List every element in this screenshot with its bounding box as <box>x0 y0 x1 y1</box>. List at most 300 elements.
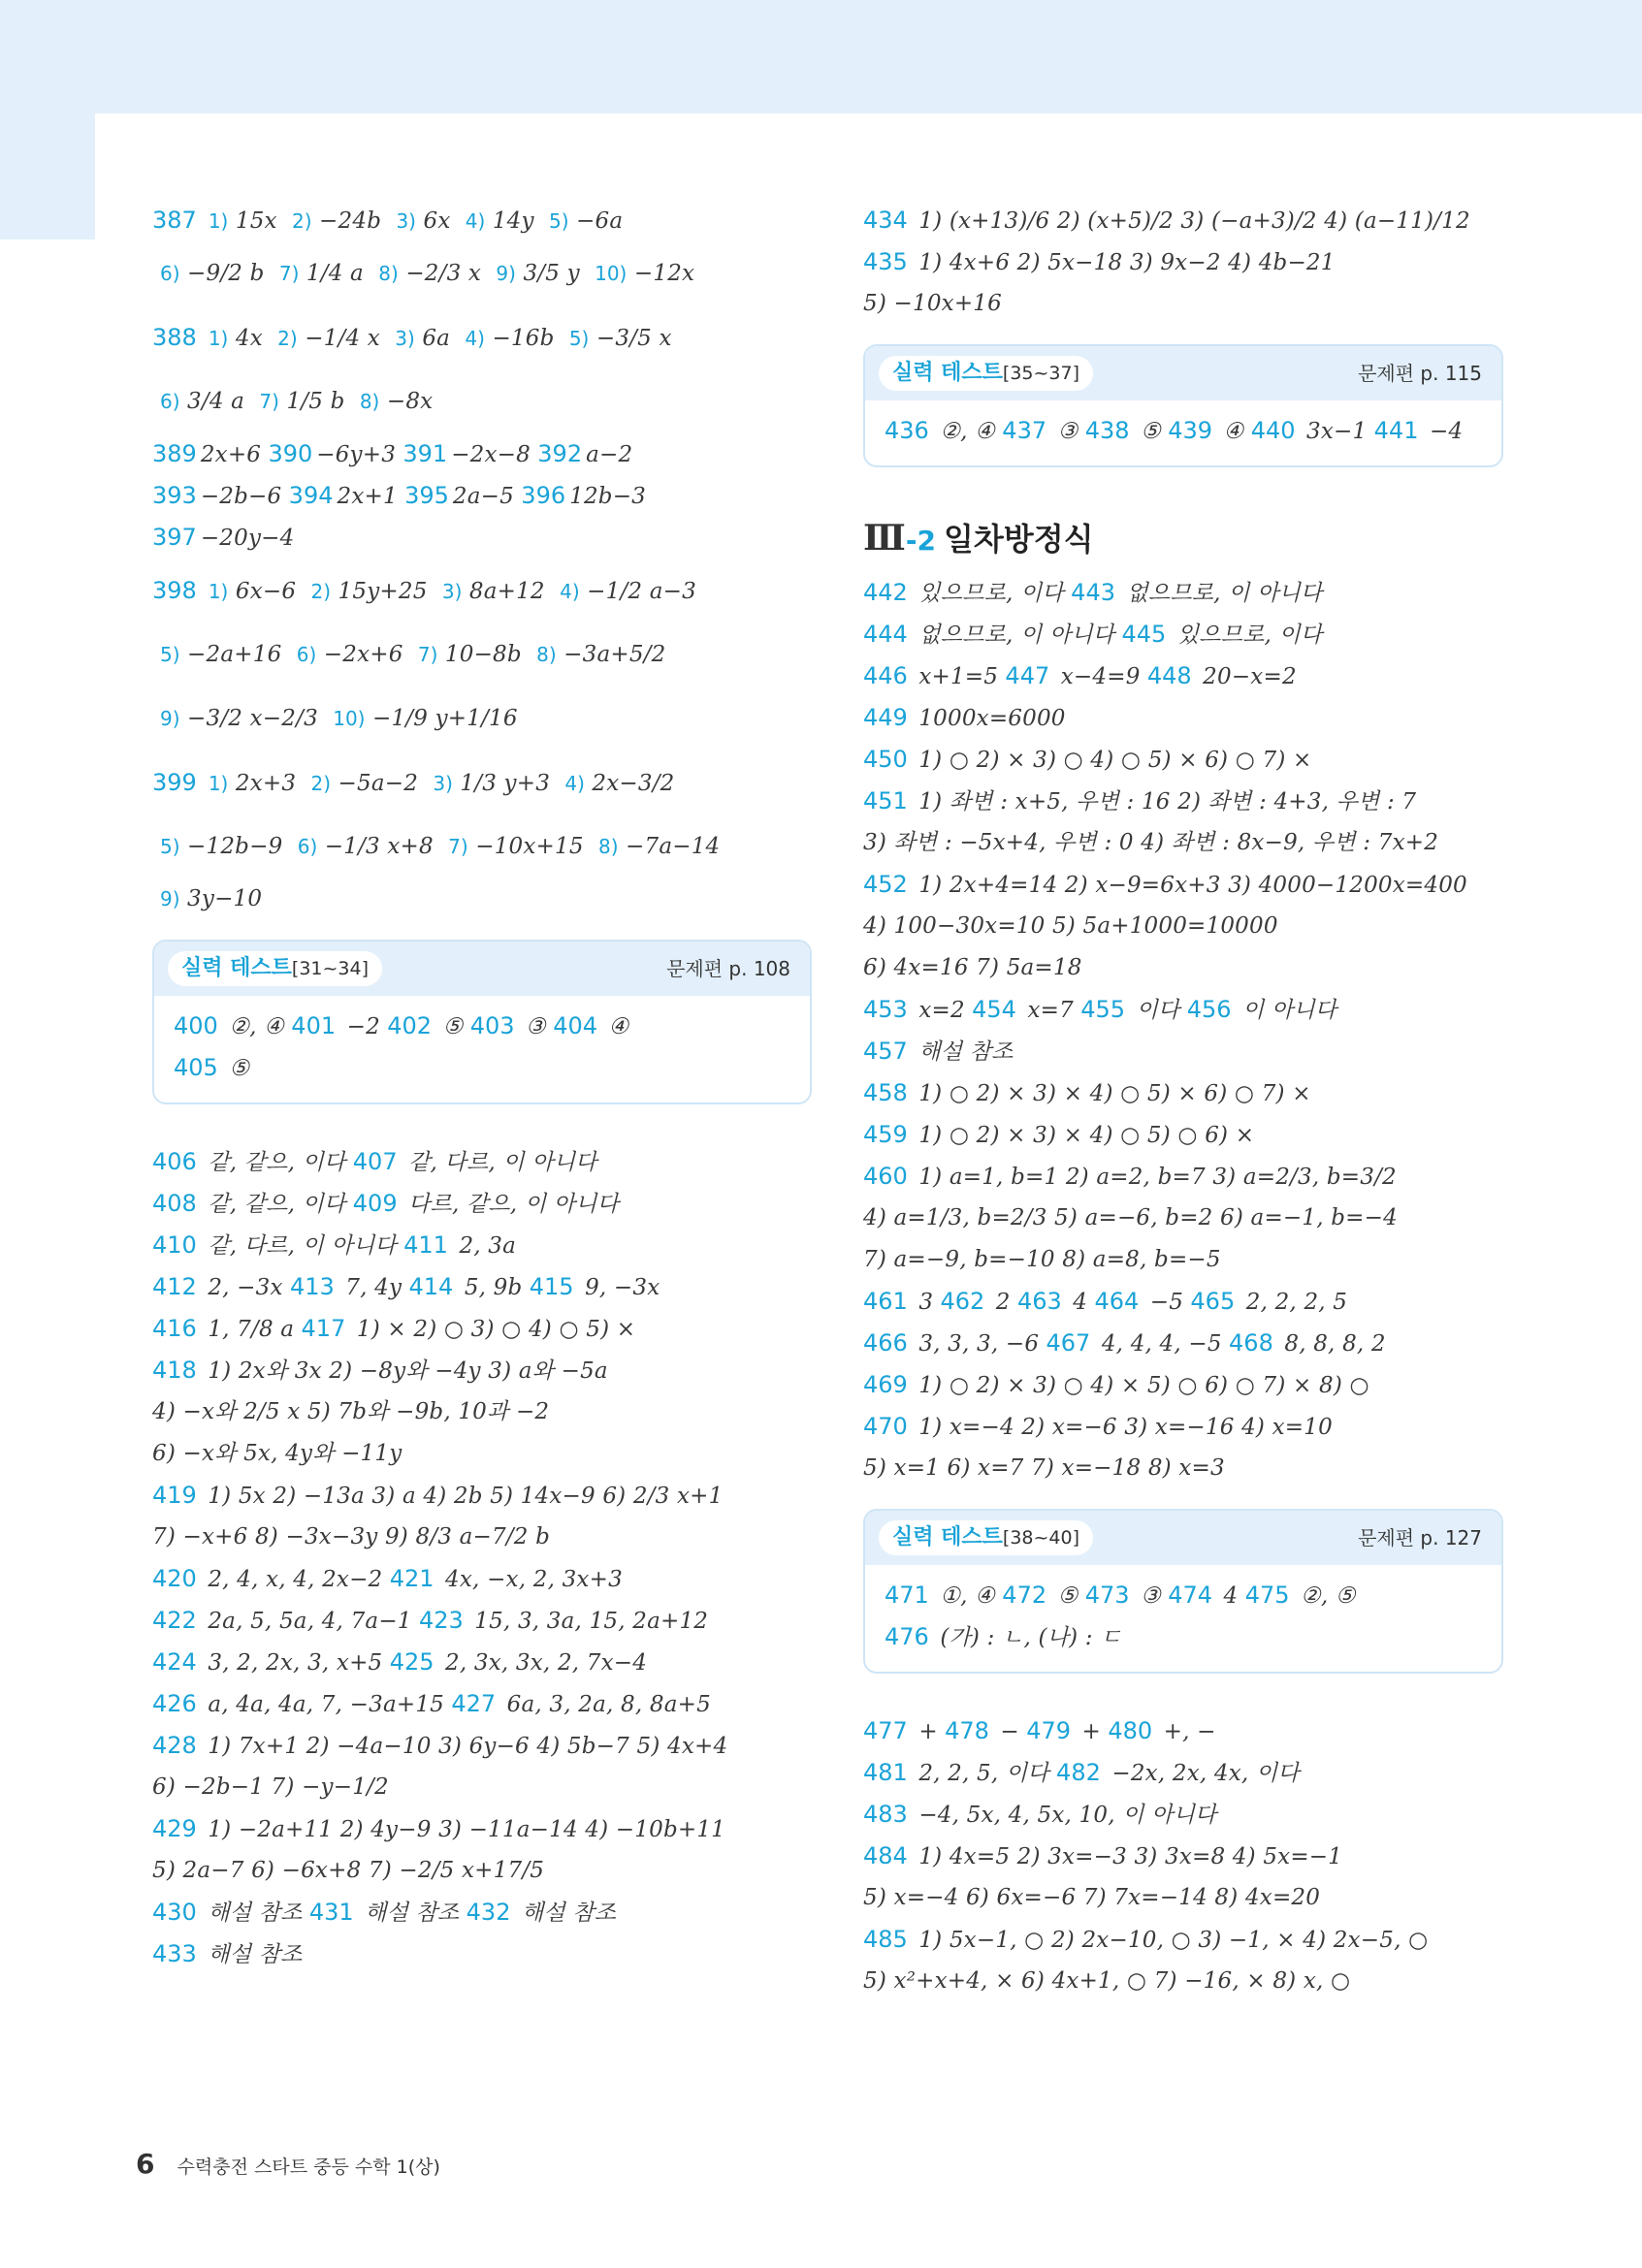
question-number: 465 <box>1190 1288 1236 1315</box>
question-number: 412 <box>152 1273 197 1300</box>
answer-value: 5) x=1 6) x=7 7) x=−18 8) x=3 <box>863 1455 1225 1481</box>
question-number: 467 <box>1046 1329 1091 1357</box>
answer-value: −24b <box>311 208 382 234</box>
answer-line <box>863 1448 1503 1489</box>
question-number: 471 <box>885 1581 929 1609</box>
question-number: 447 <box>1005 662 1050 689</box>
sub-question-number: 2) <box>292 209 312 233</box>
answer-value: 3x−1 <box>1299 419 1368 444</box>
answer-value: 해설 참조 <box>514 1901 617 1926</box>
sub-question-number: 5) <box>549 209 569 233</box>
answer-value: 7) −x+6 8) −3x−3y 9) 8/3 a−7/2 b <box>152 1524 551 1549</box>
question-number: 421 <box>389 1565 435 1592</box>
answer-value: 8a+12 <box>462 579 545 604</box>
sub-question-number: 7) <box>278 262 300 285</box>
answer-value: −1/2 a−3 <box>579 579 696 604</box>
right-answers-block-2 <box>863 572 1503 1489</box>
answer-value: −7a−14 <box>618 834 721 859</box>
test-box-body <box>154 996 810 1102</box>
answer-value: 있으므로, 이다 <box>1170 623 1323 648</box>
answer-value: 1) ○ 2) × 3) ○ 4) × 5) ○ 6) ○ 7) × 8) ○ <box>911 1373 1369 1398</box>
answer-value: 1) x=−4 2) x=−6 3) x=−16 4) x=10 <box>911 1415 1333 1440</box>
section-name: 일차방정식 <box>943 521 1094 558</box>
test-box-header <box>865 1511 1501 1565</box>
answer-value: 1) a=1, b=1 2) a=2, b=7 3) a=2/3, b=3/2 <box>911 1165 1397 1190</box>
sub-question-number: 4) <box>465 327 485 350</box>
answer-value: 5) −10x+16 <box>863 291 1002 316</box>
book-title: 수력충전 스타트 중등 수학 1(상) <box>177 2156 440 2178</box>
test-box-label: 실력 테스트[38~40] <box>879 1520 1093 1555</box>
answer-value: 1) ○ 2) × 3) × 4) ○ 5) × 6) ○ 7) × <box>911 1081 1311 1106</box>
answer-line <box>863 781 1503 822</box>
question-number: 477 <box>863 1717 908 1744</box>
sub-question-number: 4) <box>560 580 580 603</box>
question-number: 402 <box>387 1012 433 1039</box>
question-number: 419 <box>152 1482 197 1509</box>
sub-question-number: 3) <box>396 209 416 233</box>
answer-line <box>885 410 1482 452</box>
question-number: 483 <box>863 1801 908 1828</box>
sub-question-number: 6) <box>297 835 318 858</box>
answer-line <box>863 1072 1503 1114</box>
answer-line <box>863 989 1503 1031</box>
question-number: 404 <box>553 1012 597 1039</box>
section-title <box>863 504 1503 572</box>
answer-value: 해설 참조 <box>200 1942 303 1967</box>
answer-value: 1) ○ 2) × 3) × 4) ○ 5) ○ 6) × <box>911 1123 1255 1148</box>
answer-value: 4x <box>228 326 263 351</box>
answer-line <box>152 1183 812 1225</box>
sub-question-number: 5) <box>568 327 590 350</box>
answer-value: 다르, 같으, 이 아니다 <box>401 1192 620 1217</box>
question-number: 400 <box>174 1012 218 1039</box>
sub-question-number: 7) <box>448 835 468 858</box>
answer-line <box>152 878 812 920</box>
answer-value: + <box>1075 1719 1102 1744</box>
question-number: 444 <box>863 621 908 648</box>
question-number: 445 <box>1121 621 1167 648</box>
answer-value: a, 4a, 4a, 7, −3a+15 <box>200 1692 445 1717</box>
test-box-ref: 문제편 p. 115 <box>1358 362 1482 385</box>
question-number: 480 <box>1108 1717 1153 1744</box>
question-number: 414 <box>408 1273 454 1300</box>
answer-value: 1) ○ 2) × 3) ○ 4) ○ 5) × 6) ○ 7) × <box>911 748 1312 773</box>
answer-line <box>863 1877 1503 1919</box>
answer-value: 12b−3 <box>569 484 647 509</box>
question-number: 397 <box>152 524 197 551</box>
question-number: 468 <box>1229 1329 1273 1357</box>
question-number: 485 <box>863 1926 908 1953</box>
sub-question-number: 2) <box>277 327 298 350</box>
answer-line <box>152 1767 812 1808</box>
question-number: 409 <box>352 1190 398 1217</box>
answer-value: 1) 5x−1, ○ 2) 2x−10, ○ 3) −1, × 4) 2x−5, ○ <box>911 1928 1429 1953</box>
answer-line <box>152 1266 812 1308</box>
question-number: 423 <box>418 1607 464 1634</box>
answer-value: − <box>992 1719 1019 1744</box>
answer-value: a−2 <box>586 442 633 467</box>
question-number: 450 <box>863 746 908 773</box>
answer-value: 1) 5x 2) −13a 3) a 4) 2b 5) 14x−9 6) 2/3 x+1 <box>200 1484 724 1509</box>
question-number: 473 <box>1084 1581 1130 1609</box>
answer-line <box>152 1308 812 1350</box>
sub-question-number: 1) <box>208 327 229 350</box>
question-number: 452 <box>863 871 908 898</box>
sub-question-number: 8) <box>597 835 619 858</box>
answer-value: ③ <box>518 1014 546 1039</box>
answer-value: 1) 4x=5 2) 3x=−3 3) 3x=8 4) 5x=−1 <box>911 1844 1343 1869</box>
answer-line <box>152 1892 812 1933</box>
question-number: 394 <box>288 482 334 509</box>
sub-question-number: 4) <box>564 772 585 795</box>
answer-line <box>152 1933 812 1975</box>
answer-value: −2 <box>339 1014 380 1039</box>
answer-line <box>863 1961 1503 2002</box>
test-box-ref: 문제편 p. 127 <box>1358 1526 1482 1549</box>
answer-value: 3) 좌변 : −5x+4, 우변 : 0 4) 좌변 : 8x−9, 우변 : 7x+2 <box>863 830 1439 855</box>
answer-value: −6a <box>568 208 624 234</box>
answer-value: ②, ⑤ <box>1293 1583 1356 1609</box>
question-number: 439 <box>1168 417 1213 444</box>
answer-line <box>152 1600 812 1642</box>
answer-value: 같, 같으, 이다 <box>200 1150 346 1175</box>
question-number: 475 <box>1244 1581 1290 1609</box>
answer-line <box>152 1517 812 1558</box>
sub-question-number: 5) <box>160 835 180 858</box>
test-box-38-40 <box>863 1509 1503 1674</box>
sub-question-number: 3) <box>441 580 463 603</box>
answer-value: 3/5 y <box>515 261 580 286</box>
question-number: 398 <box>152 577 197 604</box>
answer-value: x=7 <box>1019 998 1074 1023</box>
sub-question-number: 6) <box>160 390 180 413</box>
answer-value: −4 <box>1422 419 1464 444</box>
answer-value: 2, −3x <box>200 1275 283 1300</box>
answer-value: 같, 다르, 이 아니다 <box>401 1150 597 1175</box>
question-number: 449 <box>863 704 908 731</box>
answer-value: 9, −3x <box>577 1275 660 1300</box>
answer-line <box>863 739 1503 781</box>
sub-question-number: 8) <box>378 262 399 285</box>
answer-line <box>152 517 812 559</box>
answer-line <box>152 1850 812 1892</box>
answer-line <box>152 475 812 517</box>
answer-value: x+1=5 <box>911 664 999 689</box>
answer-line <box>885 1616 1482 1658</box>
answer-value: −2b−6 <box>200 484 282 509</box>
sub-question-number: 10) <box>595 262 628 285</box>
answer-line <box>152 751 812 815</box>
answer-value: 2a−5 <box>452 484 514 509</box>
question-number: 433 <box>152 1940 197 1967</box>
answer-line <box>152 1642 812 1683</box>
answer-line <box>152 305 812 369</box>
answer-value: −20y−4 <box>200 526 295 551</box>
answer-value: ④ <box>601 1014 629 1039</box>
question-number: 478 <box>945 1717 989 1744</box>
answer-value: 해설 참조 <box>357 1901 460 1926</box>
answer-value: 1) 7x+1 2) −4a−10 3) 6y−6 4) 5b−7 5) 4x+4 <box>200 1734 728 1759</box>
answer-value: 2, 4, x, 4, 2x−2 <box>200 1567 383 1592</box>
answer-value: 15x <box>228 208 277 234</box>
question-number: 410 <box>152 1231 197 1259</box>
answer-line <box>863 1156 1503 1198</box>
question-number: 417 <box>301 1315 346 1342</box>
answer-value: 3y−10 <box>179 886 263 911</box>
answer-value: 1, 7/8 a <box>200 1317 295 1342</box>
test-box-label: 실력 테스트[35~37] <box>879 356 1093 391</box>
test-box-31-34 <box>152 940 812 1104</box>
answer-value: 1) 좌변 : x+5, 우변 : 16 2) 좌변 : 4+3, 우변 : 7 <box>911 789 1417 815</box>
question-number: 413 <box>289 1273 335 1300</box>
answer-line <box>174 1047 790 1089</box>
answer-value: x=2 <box>911 998 965 1023</box>
question-number: 416 <box>152 1315 197 1342</box>
answer-value: −2/3 x <box>398 261 482 286</box>
answer-line <box>863 947 1503 989</box>
answer-line <box>863 283 1503 325</box>
answer-value: 2x+3 <box>228 771 297 796</box>
answer-line <box>863 1323 1503 1364</box>
answer-value: ③ <box>1133 1583 1161 1609</box>
answer-value: ①, ④ <box>932 1583 995 1609</box>
sub-question-number: 9) <box>160 707 180 730</box>
answer-line <box>863 614 1503 655</box>
answer-value: 1) −2a+11 2) 4y−9 3) −11a−14 4) −10b+11 <box>200 1817 726 1842</box>
question-number: 457 <box>863 1038 908 1065</box>
question-number: 440 <box>1250 417 1296 444</box>
left-answers-block-1 <box>152 200 812 920</box>
question-number: 448 <box>1146 662 1192 689</box>
question-number: 395 <box>404 482 449 509</box>
answer-value: 2x+1 <box>337 484 398 509</box>
answer-value: 14y <box>485 208 534 234</box>
answer-value: −2a+16 <box>179 642 282 667</box>
sub-question-number: 3) <box>433 772 453 795</box>
section-roman: Ⅲ <box>863 518 906 559</box>
question-number: 388 <box>152 324 197 351</box>
test-box-35-37 <box>863 344 1503 467</box>
answer-line <box>152 1141 812 1183</box>
question-number: 406 <box>152 1148 197 1175</box>
sub-question-number: 1) <box>208 580 229 603</box>
right-answers-block-1 <box>863 200 1503 325</box>
answer-value: 있으므로, 이다 <box>911 581 1064 606</box>
question-number: 389 <box>152 440 197 467</box>
header-tab <box>0 113 95 240</box>
question-number: 482 <box>1056 1759 1101 1786</box>
answer-value: ⑤ <box>221 1056 250 1081</box>
sub-question-number: 2) <box>310 580 332 603</box>
answer-value: ④ <box>1216 419 1244 444</box>
answer-value: 6) −2b−1 7) −y−1/2 <box>152 1774 389 1800</box>
question-number: 470 <box>863 1413 908 1440</box>
answer-line <box>863 864 1503 906</box>
question-number: 415 <box>529 1273 574 1300</box>
answer-value: 없으므로, 이 아니다 <box>911 623 1115 648</box>
answer-value: −1/3 x+8 <box>317 834 434 859</box>
answer-value: 6a <box>414 326 451 351</box>
page-number: 6 <box>136 2148 155 2180</box>
question-number: 458 <box>863 1079 908 1106</box>
question-number: 446 <box>863 662 908 689</box>
answer-value: 6x <box>415 208 451 234</box>
answer-line <box>152 1350 812 1391</box>
question-number: 436 <box>885 417 929 444</box>
question-number: 426 <box>152 1690 197 1717</box>
question-number: 476 <box>885 1623 929 1650</box>
answer-value: ⑤ <box>435 1014 464 1039</box>
answer-value: 3 <box>911 1290 934 1315</box>
answer-line <box>152 559 812 623</box>
answer-value: 4) a=1/3, b=2/3 5) a=−6, b=2 6) a=−1, b=−4 <box>863 1205 1398 1230</box>
question-number: 411 <box>403 1231 448 1259</box>
answer-value: −6y+3 <box>316 442 397 467</box>
answer-line <box>863 1114 1503 1156</box>
sub-question-number: 5) <box>160 643 180 666</box>
answer-line <box>863 1710 1503 1752</box>
question-number: 474 <box>1168 1581 1213 1609</box>
question-number: 462 <box>940 1288 985 1315</box>
sub-question-number: 8) <box>536 643 557 666</box>
question-number: 442 <box>863 579 908 606</box>
answer-value: 4, 4, 4, −5 <box>1094 1331 1222 1357</box>
answer-line <box>152 815 812 878</box>
test-box-header <box>865 346 1501 400</box>
question-number: 428 <box>152 1732 197 1759</box>
sub-question-number: 8) <box>359 390 380 413</box>
answer-value: 1/4 a <box>299 261 364 286</box>
answer-value: 5) 2a−7 6) −6x+8 7) −2/5 x+17/5 <box>152 1858 545 1883</box>
question-number: 418 <box>152 1357 197 1384</box>
question-number: 437 <box>1002 417 1047 444</box>
answer-value: 1) (x+13)/6 2) (x+5)/2 3) (−a+3)/2 4) (a−11)/12 <box>911 208 1470 234</box>
answer-value: 2, 3a <box>451 1233 517 1259</box>
answer-value: −2x−8 <box>451 442 531 467</box>
answer-value: 없으므로, 이 아니다 <box>1118 581 1323 606</box>
question-number: 424 <box>152 1648 197 1676</box>
answer-line <box>152 200 812 241</box>
answer-value: −2x+6 <box>316 642 403 667</box>
question-number: 392 <box>537 440 583 467</box>
question-number: 455 <box>1080 996 1126 1023</box>
answer-value: −1/9 y+1/16 <box>365 706 518 731</box>
question-number: 451 <box>863 787 908 815</box>
answer-value: ⑤ <box>1133 419 1161 444</box>
answer-value: −12b−9 <box>179 834 283 859</box>
question-number: 472 <box>1002 1581 1047 1609</box>
sub-question-number: 2) <box>310 772 332 795</box>
answer-line <box>152 241 812 305</box>
answer-value: −3/5 x <box>589 326 672 351</box>
question-number: 441 <box>1373 417 1419 444</box>
answer-value: 4 <box>1065 1290 1088 1315</box>
question-number: 454 <box>972 996 1016 1023</box>
sub-question-number: 1) <box>208 209 229 233</box>
answer-value: 같, 같으, 이다 <box>200 1192 346 1217</box>
answer-value: 3/4 a <box>179 389 245 414</box>
answer-value: −3/2 x−2/3 <box>179 706 318 731</box>
answer-value: −4, 5x, 4, 5x, 10, 이 아니다 <box>911 1803 1217 1828</box>
answer-value: 8, 8, 8, 2 <box>1276 1331 1386 1357</box>
question-number: 396 <box>521 482 566 509</box>
answer-value: −12x <box>627 261 695 286</box>
answer-line <box>152 1433 812 1475</box>
answer-line <box>152 1808 812 1850</box>
answer-value: 1) 2x+4=14 2) x−9=6x+3 3) 4000−1200x=400 <box>911 873 1467 898</box>
left-column <box>152 200 812 1975</box>
question-number: 434 <box>863 207 908 234</box>
answer-value: +, − <box>1156 1719 1216 1744</box>
answer-value: 15, 3, 3a, 15, 2a+12 <box>467 1609 709 1634</box>
answer-value: −8x <box>379 389 434 414</box>
question-number: 438 <box>1084 417 1130 444</box>
question-number: 469 <box>863 1371 908 1398</box>
answer-line <box>863 200 1503 241</box>
answer-line <box>885 1575 1482 1616</box>
test-box-header <box>154 942 810 996</box>
answer-line <box>152 1225 812 1266</box>
answer-value: −9/2 b <box>179 261 265 286</box>
answer-line <box>863 1239 1503 1281</box>
answer-line <box>152 623 812 687</box>
answer-value: 4) −x와 2/5 x 5) 7b와 −9b, 10과 −2 <box>152 1399 550 1424</box>
answer-value: 해설 참조 <box>911 1039 1014 1065</box>
question-number: 422 <box>152 1607 197 1634</box>
sub-question-number: 1) <box>208 772 229 795</box>
question-number: 463 <box>1016 1288 1062 1315</box>
right-answers-block-3 <box>863 1710 1503 2002</box>
answer-value: 이다 <box>1129 998 1180 1023</box>
answer-value: 같, 다르, 이 아니다 <box>200 1233 397 1259</box>
answer-line <box>863 822 1503 864</box>
sub-question-number: 9) <box>160 887 180 910</box>
sub-question-number: 10) <box>333 707 366 730</box>
question-number: 435 <box>863 248 908 275</box>
answer-value: 3, 3, 3, −6 <box>911 1331 1040 1357</box>
answer-line <box>152 1725 812 1767</box>
question-number: 427 <box>451 1690 497 1717</box>
answer-value: −1/4 x <box>297 326 380 351</box>
answer-value: 1) 2x와 3x 2) −8y와 −4y 3) a와 −5a <box>200 1358 608 1384</box>
question-number: 432 <box>466 1899 511 1926</box>
answer-value: 2a, 5, 5a, 4, 7a−1 <box>200 1609 412 1634</box>
sub-question-number: 3) <box>395 327 415 350</box>
answer-value: 6x−6 <box>228 579 297 604</box>
answer-line <box>863 1836 1503 1877</box>
answer-value: −10x+15 <box>467 834 584 859</box>
sub-question-number: 6) <box>296 643 317 666</box>
test-box-label: 실력 테스트[31~34] <box>168 951 382 986</box>
page-footer <box>136 2145 440 2184</box>
answer-value: (가) : ㄴ, (나) : ㄷ <box>932 1625 1122 1650</box>
answer-value: 15y+25 <box>331 579 428 604</box>
answer-value: 4) 100−30x=10 5) 5a+1000=10000 <box>863 913 1278 939</box>
question-number: 425 <box>389 1648 435 1676</box>
answer-value: ②, ④ <box>221 1014 284 1039</box>
question-number: 390 <box>268 440 313 467</box>
sub-question-number: 6) <box>160 262 180 285</box>
answer-value: 2x+6 <box>200 442 262 467</box>
answer-value: 2, 2, 5, 이다 <box>911 1761 1049 1786</box>
answer-line <box>863 1031 1503 1072</box>
question-number: 461 <box>863 1288 908 1315</box>
question-number: 401 <box>291 1012 337 1039</box>
question-number: 484 <box>863 1842 908 1869</box>
question-number: 391 <box>402 440 448 467</box>
answer-value: 6a, 3, 2a, 8, 8a+5 <box>499 1692 711 1717</box>
answer-value: 4x, −x, 2, 3x+3 <box>437 1567 623 1592</box>
